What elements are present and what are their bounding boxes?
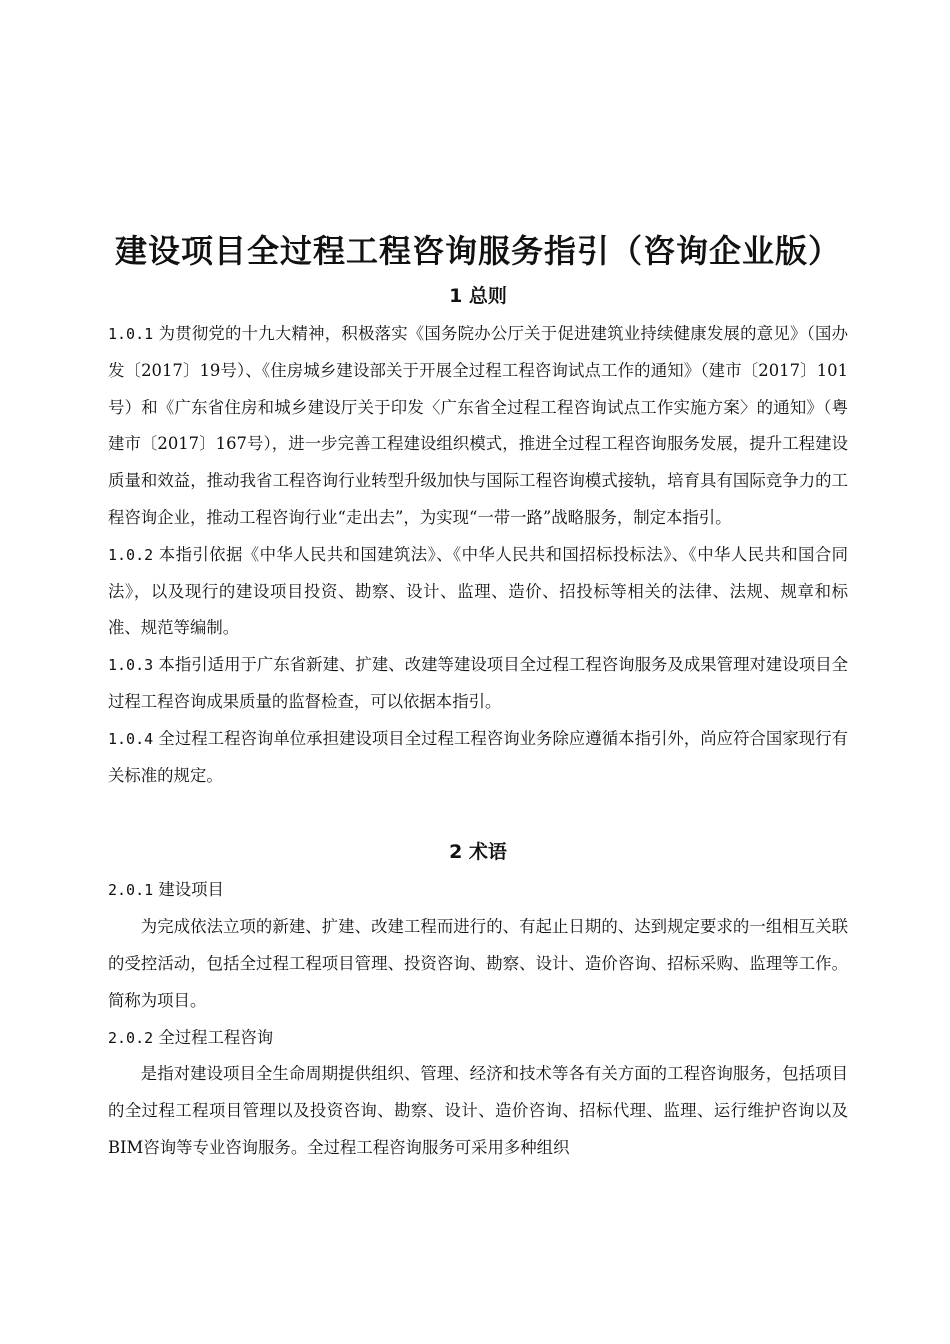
term-heading-2-0-1 — [108, 872, 848, 909]
term-number: 2.0.2 — [108, 1028, 154, 1047]
term-number: 2.0.1 — [108, 881, 154, 900]
clause-text: 本指引依据《中华人民共和国建筑法》、《中华人民共和国招标投标法》、《中华人民共和国合同法》，以及现行的建设项目投资、勘察、设计、监理、造价、招投标等相关的法律、法规、规章和标准、规范等编制。 — [108, 544, 848, 638]
clause-number: 1.0.4 — [108, 729, 154, 748]
clause-number: 1.0.3 — [108, 656, 154, 675]
clause-number: 1.0.2 — [108, 545, 154, 564]
clause-1-0-3 — [108, 647, 848, 721]
term-definition-2-0-2: 是指对建设项目全生命周期提供组织、管理、经济和技术等各有关方面的工程咨询服务，包括项目的全过程工程项目管理以及投资咨询、勘察、设计、造价咨询、招标代理、监理、运行维护咨询以及BIM咨询等专业咨询服务。全过程工程咨询服务可采用多种组织 — [108, 1064, 848, 1157]
clause-text: 为贯彻党的十九大精神，积极落实《国务院办公厅关于促进建筑业持续健康发展的意见》（国办发〔2017〕19号）、《住房城乡建设部关于开展全过程工程咨询试点工作的通知》（建市〔2017〕101号）和《广东省住房和城乡建设厅关于印发〈广东省全过程工程咨询试点工作实施方案〉的通知》（粤建市〔2017〕167号），进一步完善工程建设组织模式，推进全过程工程咨询服务发展，提升工程建设质量和效益，推动我省工程咨询行业转型升级加快与国际工程咨询模式接轨，培育具有国际竞争力的工程咨询企业，推动工程咨询行业“走出去”，为实现“一带一路”战略服务，制定本指引。 — [108, 324, 848, 527]
term-name: 建设项目 — [158, 880, 224, 900]
section-heading-general: 1 总则 — [449, 285, 507, 307]
section-heading-terms: 2 术语 — [449, 841, 507, 864]
clause-1-0-2 — [108, 537, 848, 647]
clause-1-0-4 — [108, 721, 848, 795]
clause-1-0-1 — [108, 316, 848, 537]
term-heading-2-0-2 — [108, 1020, 848, 1057]
clause-number: 1.0.1 — [108, 325, 154, 343]
term-definition-2-0-1: 为完成依法立项的新建、扩建、改建工程而进行的、有起止日期的、达到规定要求的一组相互关联的受控活动，包括全过程工程项目管理、投资咨询、勘察、设计、造价咨询、招标采购、监理等工作。简称为项目。 — [108, 917, 848, 1010]
term-name: 全过程工程咨询 — [158, 1027, 274, 1047]
document-title: 建设项目全过程工程咨询服务指引（咨询企业版） — [114, 232, 841, 270]
clause-text: 全过程工程咨询单位承担建设项目全过程工程咨询业务除应遵循本指引外，尚应符合国家现行有关标准的规定。 — [108, 728, 848, 785]
clause-text: 本指引适用于广东省新建、扩建、改建等建设项目全过程工程咨询服务及成果管理对建设项目全过程工程咨询成果质量的监督检查，可以依据本指引。 — [108, 655, 848, 711]
document-content — [108, 228, 848, 1167]
